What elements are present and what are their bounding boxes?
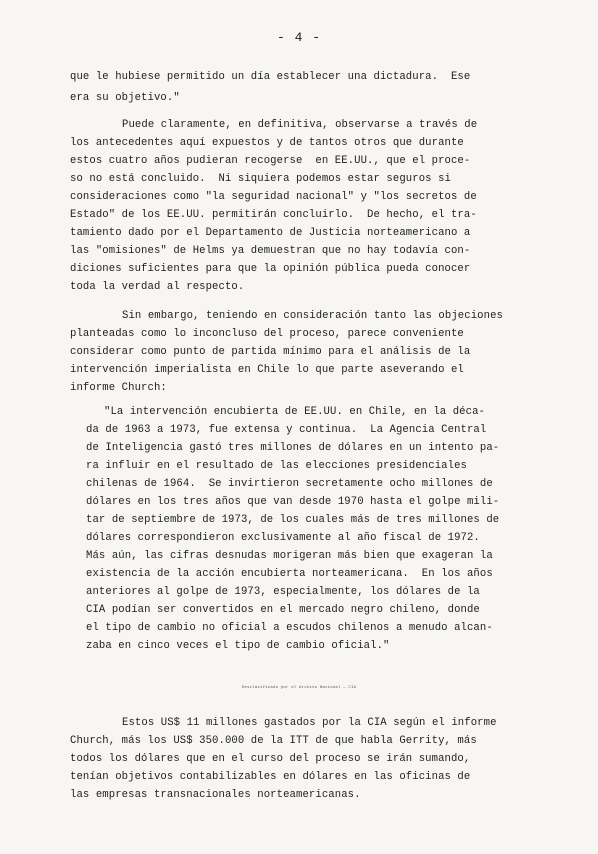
quote-line: tar de septiembre de 1973, de los cuales más de tres millones de bbox=[86, 514, 500, 526]
quote-line: ra influir en el resultado de las elecciones presidenciales bbox=[86, 460, 467, 472]
text-line: planteadas como lo inconcluso del proceso, parece conveniente bbox=[70, 328, 464, 340]
quote-line: da de 1963 a 1973, fue extensa y continua. La Agencia Central bbox=[86, 424, 487, 436]
quote-line: Más aún, las cifras desnudas morigeran más bien que exageran la bbox=[86, 550, 493, 562]
text-line: Estos US$ 11 millones gastados por la CIA según el informe bbox=[122, 717, 497, 729]
text-line: Church, más los US$ 350.000 de la ITT de que habla Gerrity, más bbox=[70, 735, 477, 747]
quote-line: dólares en los tres años que van desde 1970 hasta el golpe mili- bbox=[86, 496, 500, 508]
text-line: so no está concluido. Ni siquiera podemos estar seguros si bbox=[70, 173, 451, 185]
quote-line: dólares correspondieron exclusivamente al año fiscal de 1972. bbox=[86, 532, 480, 544]
text-line: considerar como punto de partida mínimo para el análisis de la bbox=[70, 346, 471, 358]
text-line: estos cuatro años pudieran recogerse en EE.UU., que el proce- bbox=[70, 155, 471, 167]
quote-line: "La intervención encubierta de EE.UU. en Chile, en la déca- bbox=[104, 406, 485, 418]
text-line: los antecedentes aquí expuestos y de tantos otros que durante bbox=[70, 137, 464, 149]
archive-stamp: Desclasificado por el Archivo Nacional — CIA bbox=[241, 686, 357, 690]
text-line: Sin embargo, teniendo en consideración tanto las objeciones bbox=[122, 310, 503, 322]
text-line: informe Church: bbox=[70, 382, 167, 394]
text-line: Puede claramente, en definitiva, observarse a través de bbox=[122, 119, 478, 131]
text-line: Estado" de los EE.UU. permitirán concluirlo. De hecho, el tra- bbox=[70, 209, 477, 221]
quote-line: de Inteligencia gastó tres millones de dólares en un intento pa- bbox=[86, 442, 500, 454]
quote-line: CIA podían ser convertidos en el mercado negro chileno, donde bbox=[86, 604, 480, 616]
text-line: consideraciones como "la seguridad nacional" y "los secretos de bbox=[70, 191, 477, 203]
text-line: tenían objetivos contabilizables en dólares en las oficinas de bbox=[70, 771, 471, 783]
text-line: diciones suficientes para que la opinión pública pueda conocer bbox=[70, 263, 471, 275]
quote-line: el tipo de cambio no oficial a escudos chilenos a menudo alcan- bbox=[86, 622, 493, 634]
page-number: - 4 - bbox=[276, 30, 321, 45]
text-line: toda la verdad al respecto. bbox=[70, 281, 245, 293]
quote-line: chilenas de 1964. Se invirtieron secretamente ocho millones de bbox=[86, 478, 493, 490]
quote-line: anteriores al golpe de 1973, especialmente, los dólares de la bbox=[86, 586, 480, 598]
quote-line: existencia de la acción encubierta norteamericana. En los años bbox=[86, 568, 493, 580]
text-line: las "omisiones" de Helms ya demuestran que no hay todavía con- bbox=[70, 245, 471, 257]
text-line: las empresas transnacionales norteamericanas. bbox=[70, 789, 361, 801]
quote-line: zaba en cinco veces el tipo de cambio oficial." bbox=[86, 640, 390, 652]
text-line: era su objetivo." bbox=[70, 92, 180, 104]
text-line: tamiento dado por el Departamento de Justicia norteamericano a bbox=[70, 227, 471, 239]
text-line: intervención imperialista en Chile lo que parte aseverando el bbox=[70, 364, 464, 376]
text-line: todos los dólares que en el curso del proceso se irán sumando, bbox=[70, 753, 471, 765]
text-line: que le hubiese permitido un día establecer una dictadura. Ese bbox=[70, 71, 471, 83]
